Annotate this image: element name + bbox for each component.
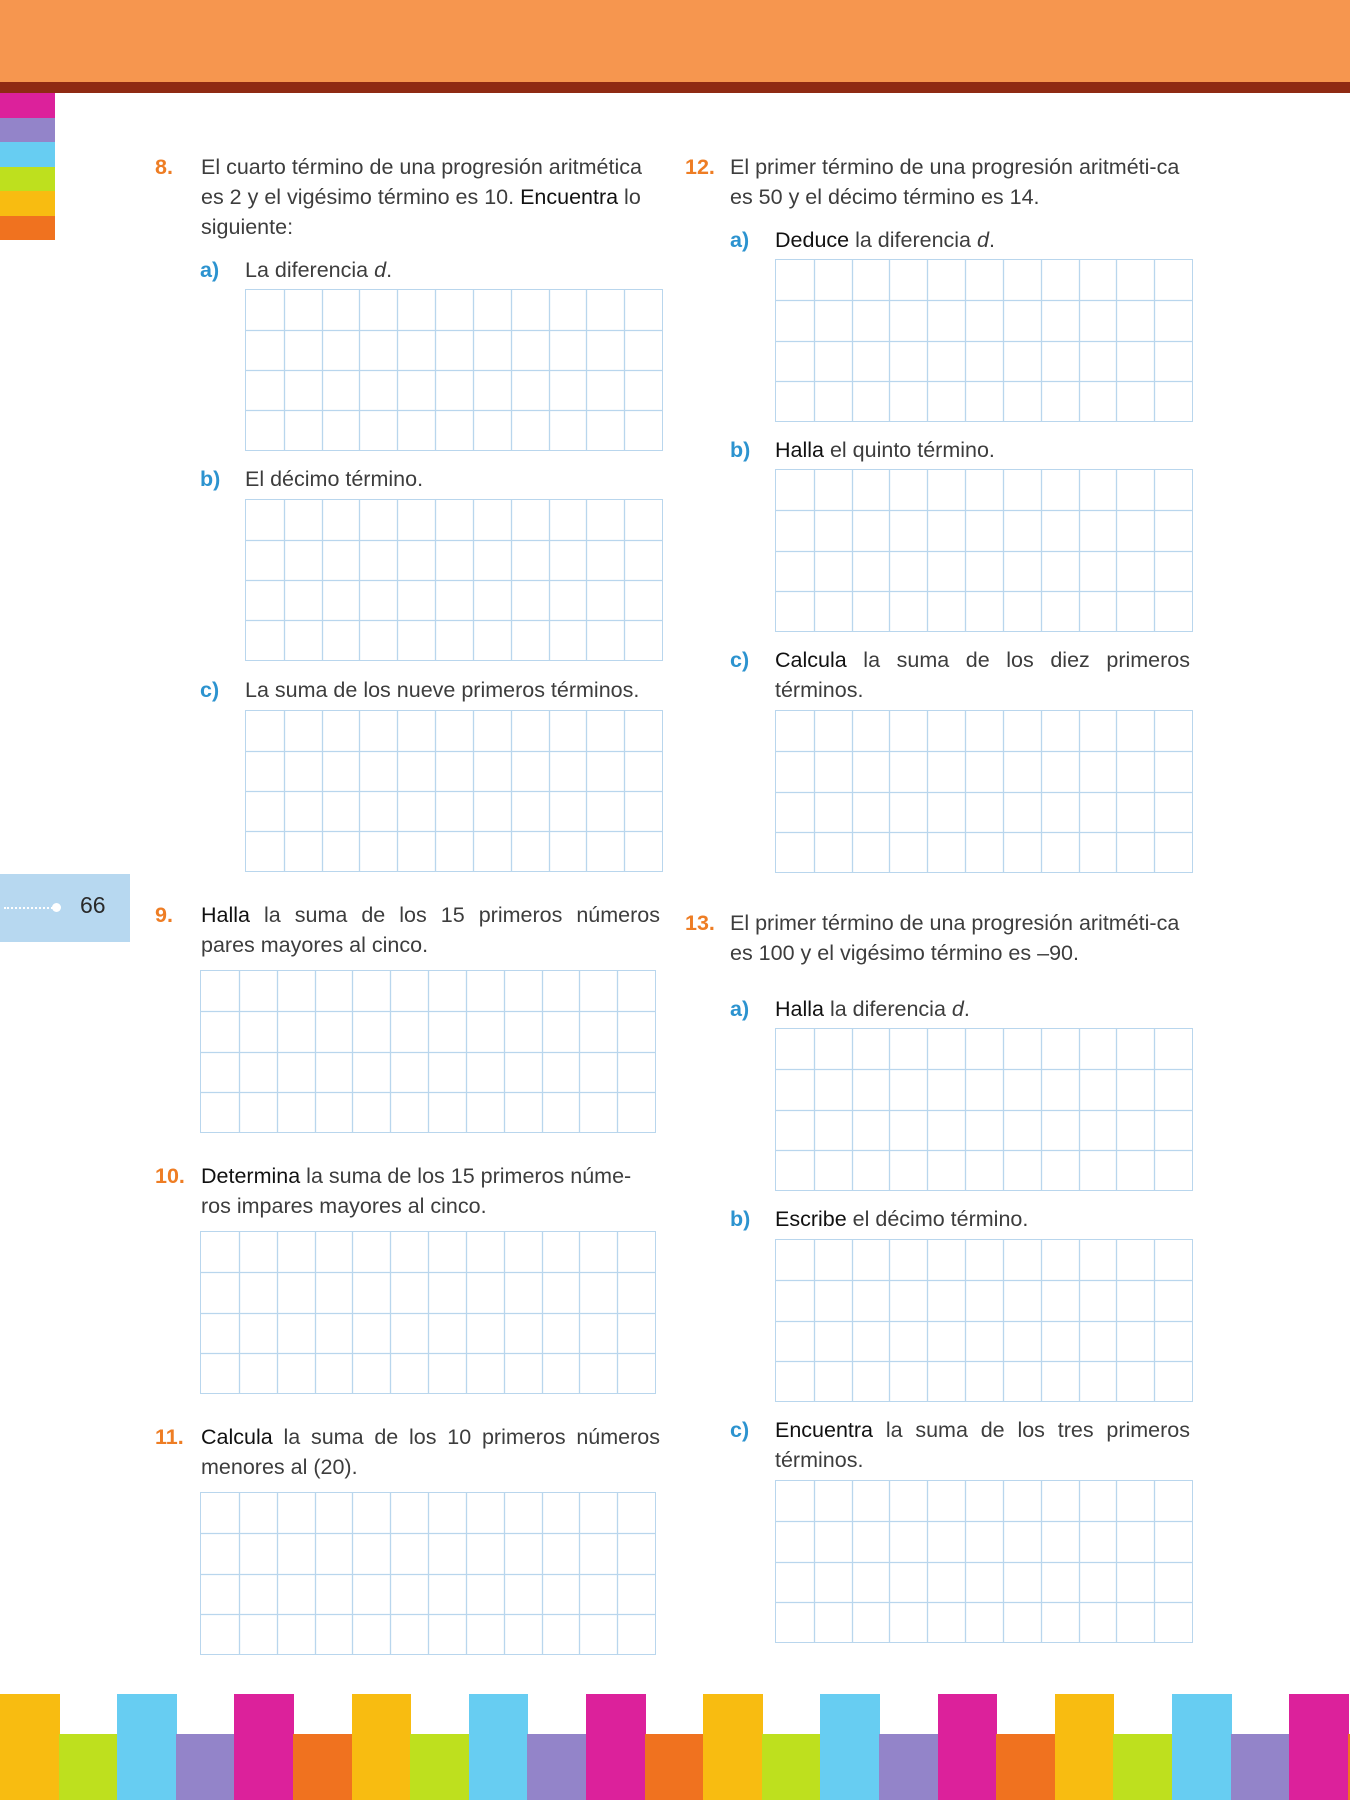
answer-grid[interactable] (245, 499, 663, 661)
page-number-tab (0, 874, 130, 942)
part-letter: a) (200, 258, 220, 282)
header-line (0, 82, 1350, 93)
exercise-statement: Determina la suma de los 15 primeros núme-ros impares mayores al cinco. (201, 1164, 632, 1218)
answer-grid[interactable] (775, 469, 1193, 632)
color-block (527, 1734, 587, 1800)
bullet-dot (52, 903, 61, 912)
grid-lines (201, 971, 655, 1132)
answer-grid[interactable] (775, 1239, 1193, 1402)
bottom-color-strip (0, 1694, 1350, 1800)
grid-lines (776, 1240, 1192, 1401)
part-letter: b) (200, 467, 221, 491)
header-band (0, 0, 1350, 82)
color-block (352, 1694, 412, 1800)
grid-lines (776, 260, 1192, 421)
answer-grid[interactable] (245, 710, 663, 872)
part-statement: La suma de los nueve primeros términos. (245, 678, 640, 702)
color-block (645, 1734, 705, 1800)
exercise-13-part-b (730, 1204, 1190, 1234)
part-statement: Calcula la suma de los diez primeros términos. (775, 648, 1190, 702)
part-letter: b) (730, 1207, 751, 1231)
part-letter: a) (730, 997, 750, 1021)
answer-grid[interactable] (200, 1492, 656, 1655)
color-block (293, 1734, 353, 1800)
answer-grid[interactable] (775, 1480, 1193, 1643)
part-statement: Escribe el décimo término. (775, 1207, 1029, 1231)
answer-grid[interactable] (775, 259, 1193, 422)
color-block (1055, 1694, 1115, 1800)
grid-lines (776, 1481, 1192, 1642)
exercise-number: 11. (155, 1425, 184, 1449)
answer-grid[interactable] (775, 710, 1193, 873)
part-statement: Halla el quinto término. (775, 438, 995, 462)
part-letter: c) (200, 678, 220, 702)
exercise-statement: Calcula la suma de los 10 primeros números menores al (20). (201, 1425, 660, 1479)
answer-grid[interactable] (200, 1231, 656, 1394)
exercise-number: 10. (155, 1164, 185, 1188)
grid-lines (246, 711, 662, 871)
color-block (1113, 1734, 1173, 1800)
grid-lines (246, 290, 662, 450)
grid-lines (246, 500, 662, 660)
color-block (879, 1734, 939, 1800)
exercise-number: 13. (685, 911, 715, 935)
part-letter: c) (730, 648, 750, 672)
exercise-8-part-b (200, 464, 660, 494)
exercise-13-part-c (730, 1415, 1190, 1475)
part-statement: El décimo término. (245, 467, 424, 491)
exercise-11 (155, 1422, 660, 1482)
exercise-13 (685, 908, 1190, 968)
exercise-12 (685, 152, 1190, 212)
part-statement: Encuentra la suma de los tres primeros términos. (775, 1418, 1190, 1472)
color-block (820, 1694, 880, 1800)
color-block (762, 1734, 822, 1800)
answer-grid[interactable] (200, 970, 656, 1133)
exercise-12-part-a (730, 225, 1190, 255)
exercise-number: 12. (685, 155, 715, 179)
color-block (996, 1734, 1056, 1800)
exercise-10 (155, 1161, 660, 1221)
part-letter: c) (730, 1418, 750, 1442)
page-number: 66 (80, 892, 106, 918)
color-block (703, 1694, 763, 1800)
color-block (410, 1734, 470, 1800)
grid-lines (201, 1232, 655, 1393)
exercise-statement: El primer término de una progresión aritméti-ca es 100 y el vigésimo término es –90. (730, 911, 1180, 965)
color-block (0, 1694, 60, 1800)
exercise-9 (155, 900, 660, 960)
part-letter: b) (730, 438, 751, 462)
grid-lines (776, 1029, 1192, 1190)
answer-grid[interactable] (775, 1028, 1193, 1191)
exercise-statement: Halla la suma de los 15 primeros números pares mayores al cinco. (201, 903, 660, 957)
answer-grid[interactable] (245, 289, 663, 451)
dotted-leader (4, 907, 56, 909)
color-block (1231, 1734, 1291, 1800)
exercise-statement: El cuarto término de una progresión aritmética es 2 y el vigésimo término es 10. Encuentra lo siguiente: (201, 155, 642, 239)
color-block (938, 1694, 998, 1800)
part-statement: La diferencia d. (245, 258, 393, 282)
grid-lines (201, 1493, 655, 1654)
color-block (1289, 1694, 1349, 1800)
color-block (176, 1734, 236, 1800)
grid-lines (776, 470, 1192, 631)
color-block (469, 1694, 529, 1800)
color-block (234, 1694, 294, 1800)
color-block (59, 1734, 119, 1800)
part-statement: Halla la diferencia d. (775, 997, 970, 1021)
part-statement: Deduce la diferencia d. (775, 228, 995, 252)
exercise-number: 8. (155, 155, 173, 179)
exercise-statement: El primer término de una progresión aritméti-ca es 50 y el décimo término es 14. (730, 155, 1180, 209)
color-block (1172, 1694, 1232, 1800)
exercise-8-part-a (200, 255, 660, 285)
exercise-13-part-a (730, 994, 1190, 1024)
exercise-8 (155, 152, 660, 242)
color-block (117, 1694, 177, 1800)
exercise-12-part-c (730, 645, 1190, 705)
side-color-stripes (0, 93, 55, 240)
exercise-number: 9. (155, 903, 173, 927)
exercise-12-part-b (730, 435, 1190, 465)
exercise-8-part-c (200, 675, 660, 705)
color-block (586, 1694, 646, 1800)
grid-lines (776, 711, 1192, 872)
part-letter: a) (730, 228, 750, 252)
